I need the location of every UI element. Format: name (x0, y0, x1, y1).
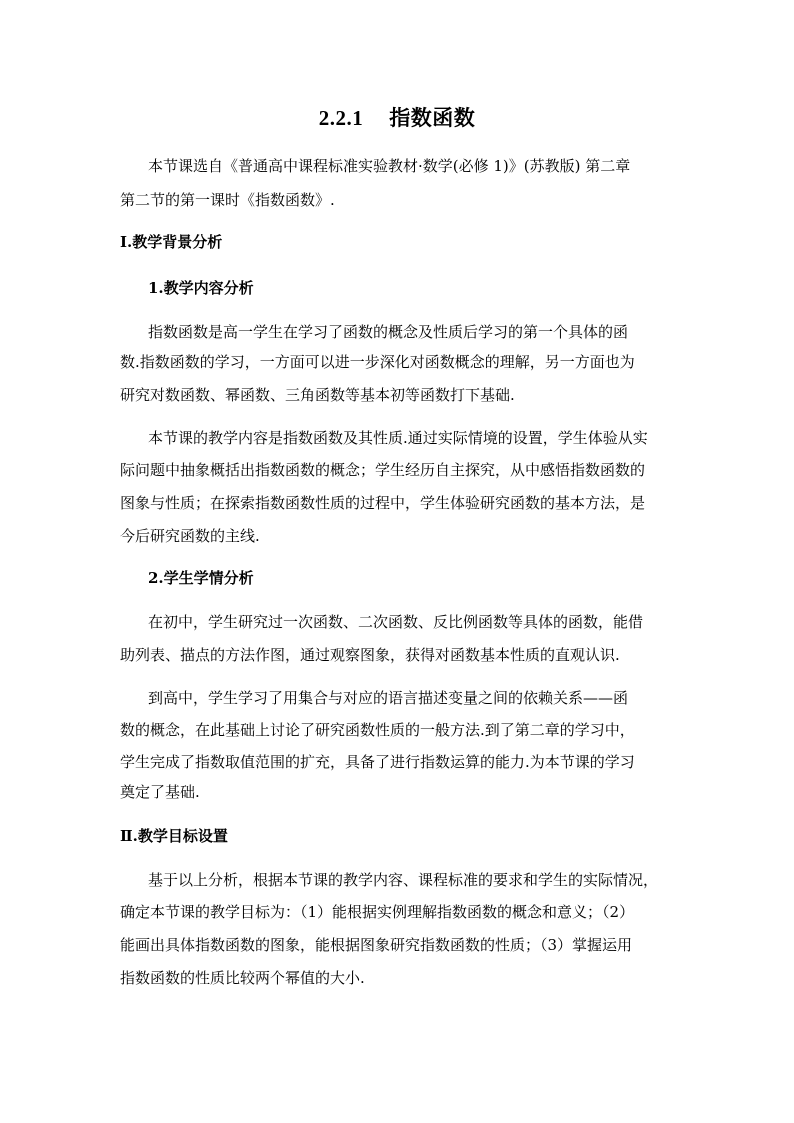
paragraph-line: 学生完成了指数取值范围的扩充，具备了进行指数运算的能力.为本节课的学习 (120, 753, 635, 771)
title-number: 2.2.1 (318, 106, 364, 130)
paragraph-line: 数的概念，在此基础上讨论了研究函数性质的一般方法.到了第二章的学习中， (120, 721, 635, 739)
paragraph-line: 基于以上分析，根据本节课的教学内容、课程标准的要求和学生的实际情况， (148, 871, 659, 889)
title-text: 指数函数 (389, 105, 476, 130)
paragraph-line: 图象与性质；在探索指数函数性质的过程中，学生体验研究函数的基本方法，是 (120, 494, 646, 512)
intro-line: 本节课选自《普通高中课程标准实验教材·数学(必修 1)》(苏教版) 第二章 (148, 157, 631, 175)
paragraph-line: 到高中，学生学习了用集合与对应的语言描述变量之间的依赖关系——函 (148, 689, 629, 707)
paragraph-line: 在初中，学生研究过一次函数、二次函数、反比例函数等具体的函数，能借 (148, 613, 644, 631)
section-heading: Ⅰ.教学背景分析 (120, 233, 223, 251)
paragraph-line: 奠定了基础. (120, 783, 200, 801)
section-heading: Ⅱ.教学目标设置 (120, 827, 228, 845)
intro-line: 第二节的第一课时《指数函数》. (120, 191, 335, 209)
subsection-heading: 2.学生学情分析 (148, 569, 254, 587)
paragraph-line: 本节课的教学内容是指数函数及其性质.通过实际情境的设置，学生体验从实 (148, 429, 648, 447)
paragraph-line: 际问题中抽象概括出指数函数的概念；学生经历自主探究，从中感悟指数函数的 (120, 461, 646, 479)
paragraph-line: 确定本节课的教学目标为：（1）能根据实例理解指数函数的概念和意义；（2） (120, 903, 635, 921)
subsection-heading: 1.教学内容分析 (148, 279, 254, 297)
paragraph-line: 研究对数函数、幂函数、三角函数等基本初等函数打下基础. (120, 386, 515, 404)
paragraph-line: 助列表、描点的方法作图，通过观察图象，获得对函数基本性质的直观认识. (120, 646, 620, 664)
paragraph-line: 指数函数是高一学生在学习了函数的概念及性质后学习的第一个具体的函 (148, 323, 629, 341)
paragraph-line: 数.指数函数的学习，一方面可以进一步深化对函数概念的理解，另一方面也为 (120, 353, 635, 371)
paragraph-line: 今后研究函数的主线. (120, 527, 260, 545)
paragraph-line: 能画出具体指数函数的图象，能根据图象研究指数函数的性质；（3）掌握运用 (120, 936, 633, 954)
page-title (0, 102, 794, 132)
paragraph-line: 指数函数的性质比较两个幂值的大小. (120, 969, 365, 987)
